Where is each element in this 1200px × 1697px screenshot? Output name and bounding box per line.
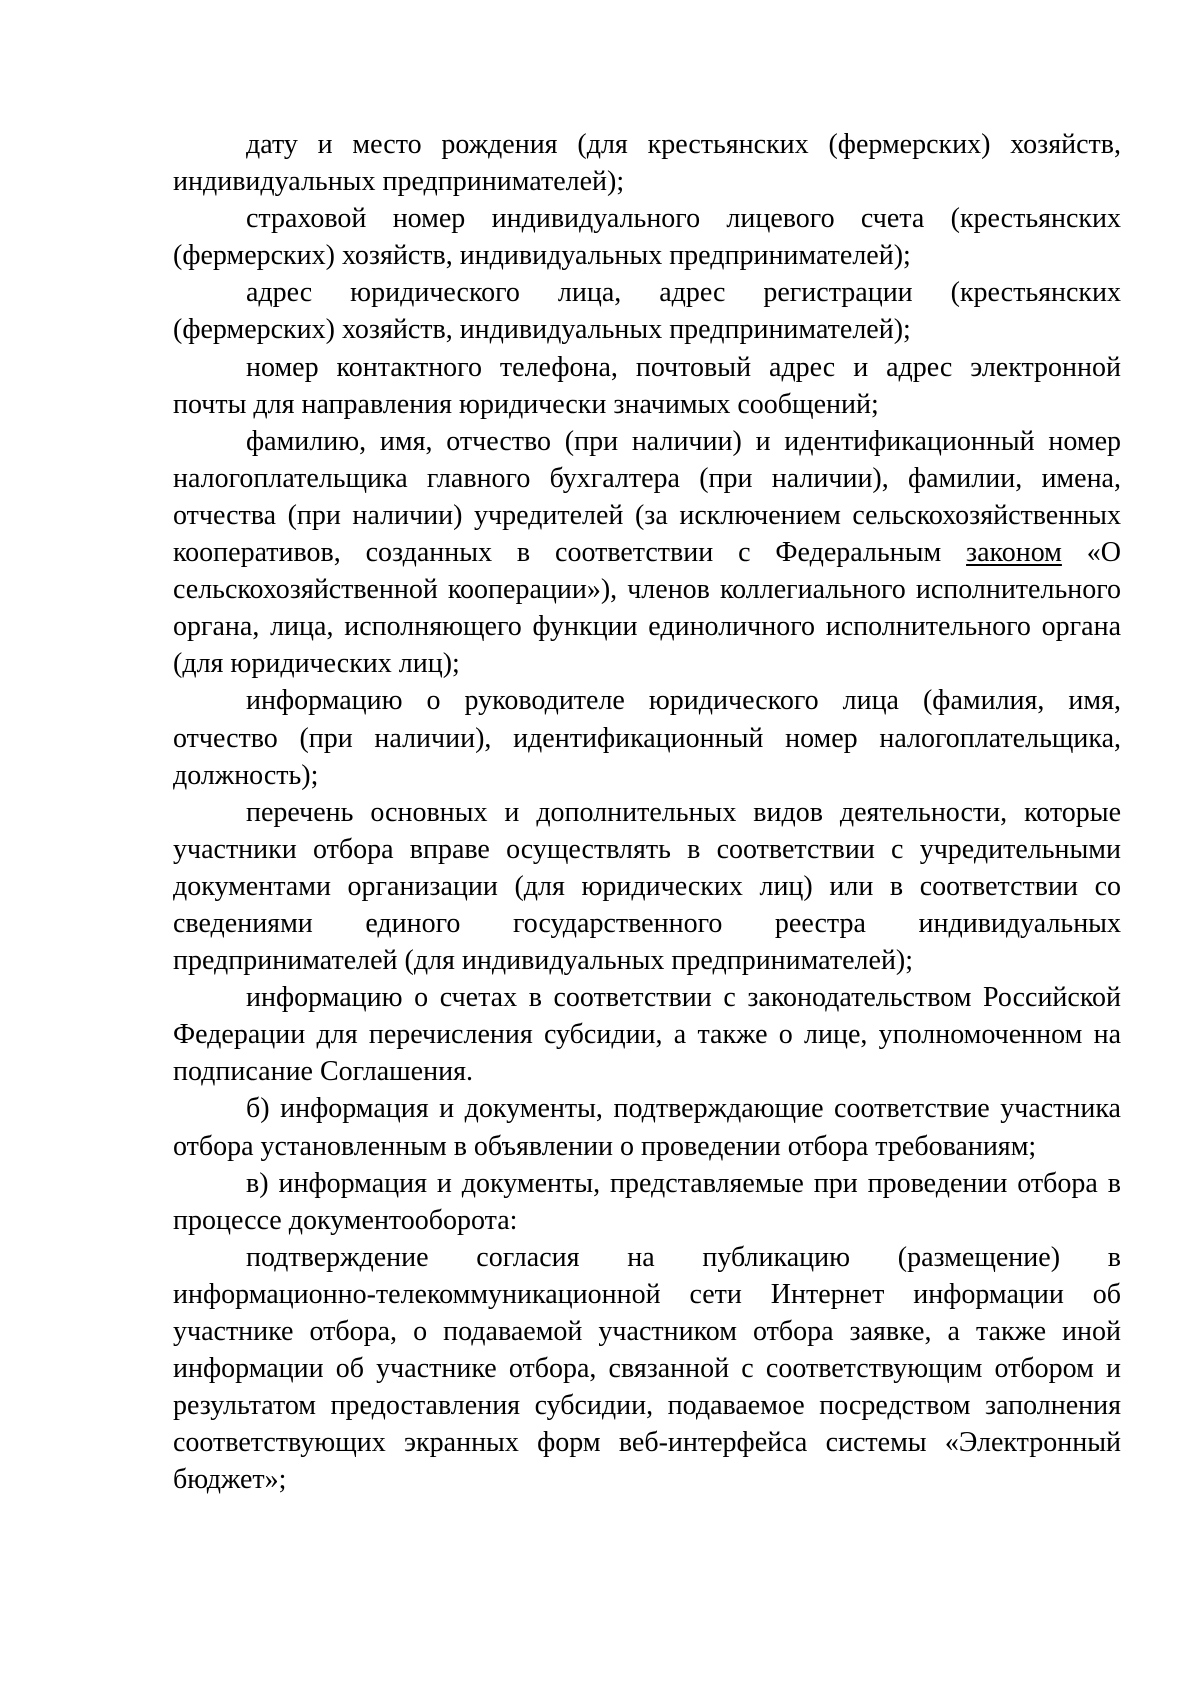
paragraph-text-part: «О сельскохозяйственной кооперации»), членов коллегиального исполнительного органа, лица, исполняющего функции единоличного исполнительного органа (для юридических лиц);	[173, 537, 1121, 680]
paragraph-consent: подтверждение согласия на публикацию (размещение) в информационно-телекоммуникационной сети Интернет информации об участнике отбора, о подаваемой участником отбора заявке, а также иной информации об участнике отбора, связанной с соответствующим отбором и результатом предоставления субсидии, подаваемое посредством заполнения соответствующих экранных форм веб-интерфейса системы «Электронный бюджет»;	[173, 1241, 1121, 1496]
paragraph-insurance-number: страховой номер индивидуального лицевого счета (крестьянских (фермерских) хозяйств, индивидуальных предпринимателей);	[173, 203, 1121, 272]
paragraph-head-info: информацию о руководителе юридического лица (фамилия, имя, отчество (при наличии), идентификационный номер налогоплательщика, должность);	[173, 685, 1121, 791]
paragraph-activities: перечень основных и дополнительных видов деятельности, которые участники отбора вправе осуществлять в соответствии с учредительными документами организации (для юридических лиц) или в соответствии со сведениями единого государственного реестра индивидуальных предпринимателей (для индивидуальных предпринимателей);	[173, 796, 1121, 977]
paragraph-text-part: фамилию, имя, отчество (при наличии) и идентификационный номер налогоплательщика главного бухгалтера (при наличии), фамилии, имена, отчества (при наличии) учредителей (за исключением сельскохозяйственных кооперативов, созданных в соответствии с Федеральным	[173, 425, 1121, 569]
paragraph-accounts: информацию о счетах в соответствии с законодательством Российской Федерации для перечисления субсидии, а также о лице, уполномоченном на подписание Соглашения.	[173, 982, 1121, 1088]
paragraph-address: адрес юридического лица, адрес регистрации (крестьянских (фермерских) хозяйств, индивидуальных предпринимателей);	[173, 277, 1121, 346]
paragraph-contacts: номер контактного телефона, почтовый адрес и адрес электронной почты для направления юридически значимых сообщений;	[173, 351, 1121, 420]
paragraph-item-v: в) информация и документы, представляемые при проведении отбора в процессе документооборота:	[173, 1167, 1121, 1236]
document-body	[173, 126, 1121, 1498]
paragraph-item-b: б) информация и документы, подтверждающие соответствие участника отбора установленным в объявлении о проведении отбора требованиям;	[173, 1093, 1121, 1162]
paragraph-accountant-founders	[173, 423, 1121, 683]
law-link[interactable]: законом	[966, 537, 1062, 569]
paragraph-birth-date: дату и место рождения (для крестьянских (фермерских) хозяйств, индивидуальных предпринимателей);	[173, 129, 1121, 198]
